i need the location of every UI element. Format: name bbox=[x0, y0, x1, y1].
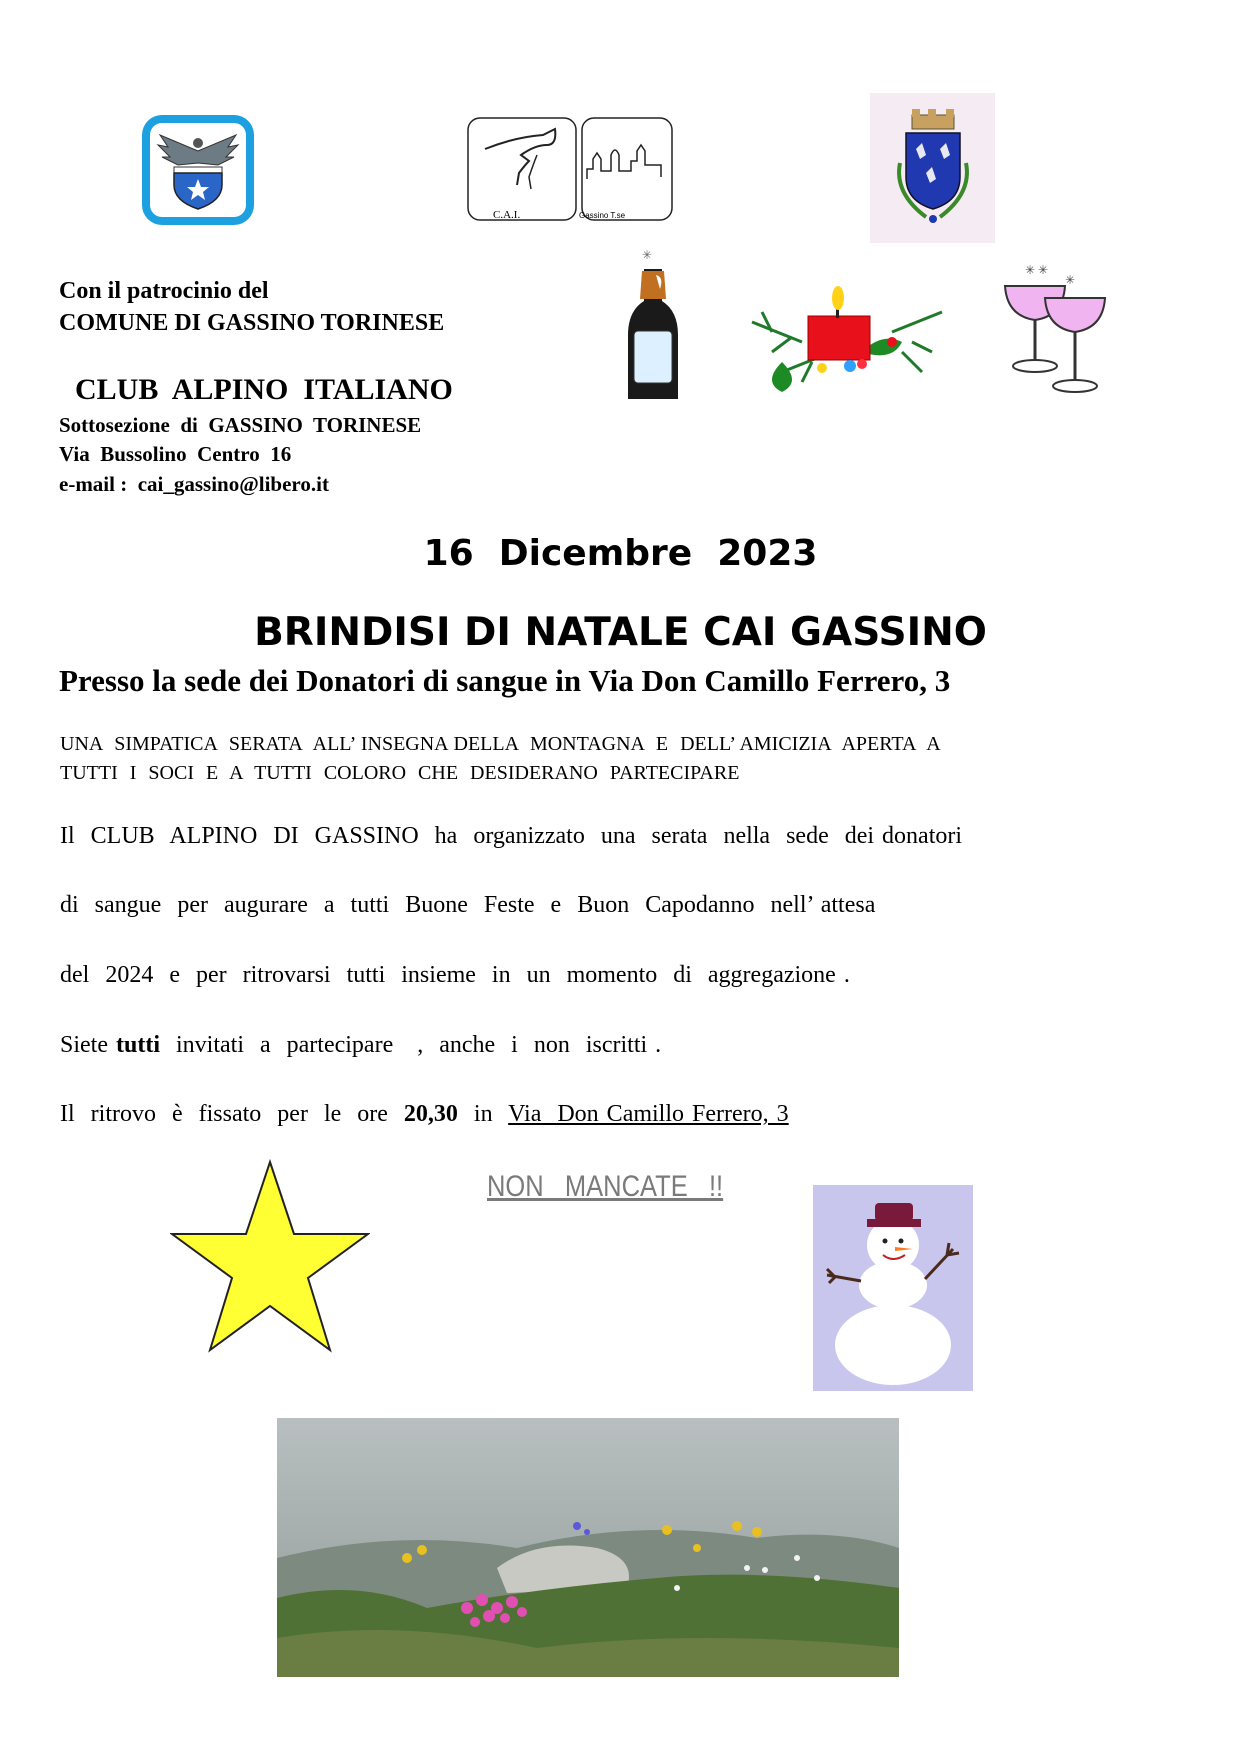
meeting-mid: in bbox=[457, 1101, 509, 1127]
paragraph-line-3: del 2024 e per ritrovarsi tutti insieme in un momento di aggregazione . bbox=[60, 962, 850, 988]
coat-of-arms-icon bbox=[870, 93, 995, 243]
paragraph-line-2: di sangue per augurare a tutti Buone Feste e Buon Capodanno nell’ attesa bbox=[60, 892, 876, 918]
champagne-bottle-icon bbox=[620, 245, 690, 405]
cai-logo bbox=[140, 113, 256, 227]
cai-gassino-logo bbox=[465, 115, 675, 227]
closing-text: NON MANCATE !! bbox=[487, 1170, 724, 1203]
intro-line-2: TUTTI I SOCI E A TUTTI COLORO CHE DESIDERANO PARTECIPARE bbox=[60, 762, 740, 784]
patronage-line-1: Con il patrocinio del bbox=[59, 278, 269, 304]
invite-pre: Siete bbox=[60, 1032, 116, 1058]
candle-holly-icon bbox=[742, 282, 947, 397]
cai-gassino-caption: C.A.I. bbox=[493, 209, 521, 221]
invite-post: invitati a partecipare , anche i non iscritti . bbox=[160, 1032, 662, 1058]
event-location: Presso la sede dei Donatori di sangue in Via Don Camillo Ferrero, 3 bbox=[59, 663, 951, 698]
paragraph-line-1: Il CLUB ALPINO DI GASSINO ha organizzato una serata nella sede dei donatori bbox=[60, 823, 963, 849]
toasting-glasses-icon bbox=[995, 262, 1115, 407]
champagne-bottle bbox=[620, 245, 690, 405]
meeting-time: 20,30 bbox=[403, 1101, 458, 1127]
club-name: CLUB ALPINO ITALIANO bbox=[75, 373, 453, 406]
invite-bold: tutti bbox=[116, 1032, 160, 1058]
meeting-line bbox=[60, 1101, 789, 1128]
meeting-place: Via Don Camillo Ferrero, 3 bbox=[508, 1101, 789, 1127]
christmas-candle-decoration bbox=[742, 282, 947, 397]
club-email: e-mail : cai_gassino@libero.it bbox=[59, 472, 329, 496]
event-title: BRINDISI DI NATALE CAI GASSINO bbox=[254, 610, 987, 655]
champagne-glasses bbox=[995, 262, 1115, 407]
intro-line-1: UNA SIMPATICA SERATA ALL’ INSEGNA DELLA MONTAGNA E DELL’ AMICIZIA APERTA A bbox=[60, 733, 941, 755]
patronage-line-2: COMUNE DI GASSINO TORINESE bbox=[59, 310, 445, 336]
svg-text:✳: ✳ bbox=[642, 248, 653, 262]
gassino-coat-of-arms bbox=[870, 93, 995, 243]
yellow-star bbox=[170, 1158, 370, 1354]
star-icon bbox=[170, 1158, 370, 1354]
club-section: Sottosezione di GASSINO TORINESE bbox=[59, 413, 422, 437]
snowman-icon bbox=[813, 1185, 973, 1391]
svg-text:✳ ✳: ✳ ✳ bbox=[1025, 263, 1049, 277]
alpine-flowers-photo bbox=[277, 1418, 899, 1677]
invite-line bbox=[60, 1032, 661, 1059]
meeting-pre: Il ritrovo è fissato per le ore bbox=[60, 1101, 404, 1127]
snowman-picture bbox=[813, 1185, 973, 1391]
club-address: Via Bussolino Centro 16 bbox=[59, 442, 292, 466]
event-date: 16 Dicembre 2023 bbox=[423, 533, 818, 574]
cai-gassino-subcaption: Gassino T.se bbox=[579, 211, 626, 220]
cai-eagle-icon bbox=[140, 113, 256, 227]
svg-text:✳: ✳ bbox=[1065, 273, 1076, 287]
mountain-flowers-photo-icon bbox=[277, 1418, 899, 1677]
